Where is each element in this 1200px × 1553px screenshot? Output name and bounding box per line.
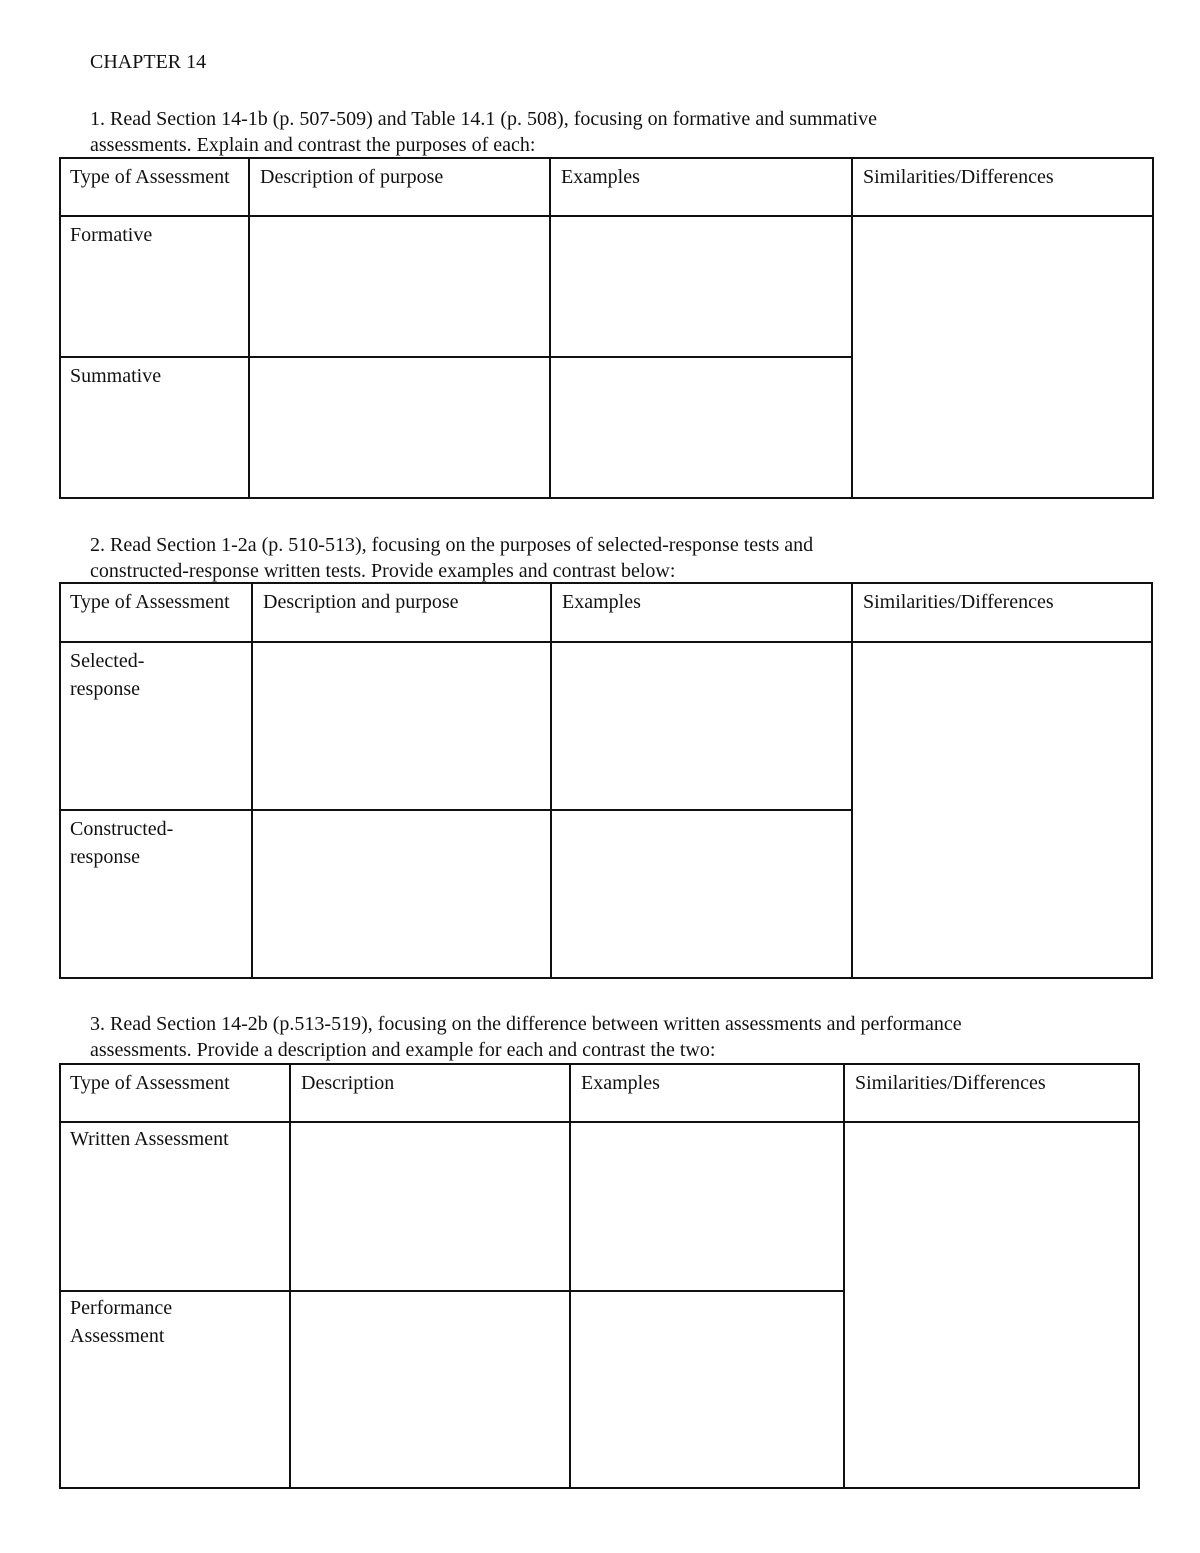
table-1-row-label-summative: Summative (70, 365, 162, 387)
question-1-prompt (60, 106, 1140, 158)
table-1-row-label-formative: Formative (70, 224, 153, 246)
table-2 (59, 582, 1153, 979)
table-2-header-description: Description and purpose (263, 591, 459, 613)
table-1-header-type: Type of Assessment (70, 166, 230, 188)
table-3 (59, 1063, 1140, 1489)
chapter-title: CHAPTER 14 (90, 51, 207, 73)
question-3-line-2: assessments. Provide a description and example for each and contrast the two: (90, 1039, 716, 1061)
question-3-prompt (60, 1011, 1140, 1063)
question-2-line-1: 2. Read Section 1-2a (p. 510-513), focusing on the purposes of selected-response tests and (90, 534, 814, 556)
table-3-header-type: Type of Assessment (70, 1072, 230, 1094)
question-1-line-2: assessments. Explain and contrast the purposes of each: (90, 134, 536, 156)
table-3-row-label-performance-assessment: Performance Assessment (70, 1297, 173, 1347)
question-3-line-1: 3. Read Section 14-2b (p.513-519), focusing on the difference between written assessments and performance (90, 1013, 962, 1035)
question-2-prompt (60, 532, 1140, 584)
table-3-header-description: Description (301, 1072, 395, 1094)
table-1-header-similarities: Similarities/Differences (863, 166, 1054, 188)
table-1 (59, 157, 1154, 499)
table-3-header-similarities: Similarities/Differences (855, 1072, 1046, 1094)
table-2-row-label-constructed-response: Constructed-response (70, 818, 174, 868)
question-1-line-1: 1. Read Section 14-1b (p. 507-509) and Table 14.1 (p. 508), focusing on formative and summative (90, 108, 877, 130)
table-3-row-label-written-assessment: Written Assessment (70, 1128, 229, 1150)
table-2-header-similarities: Similarities/Differences (863, 591, 1054, 613)
table-2-header-examples: Examples (562, 591, 641, 613)
table-1-header-description: Description of purpose (260, 166, 444, 188)
question-2-line-2: constructed-response written tests. Provide examples and contrast below: (90, 560, 676, 582)
table-2-row-label-selected-response: Selected-response (70, 650, 145, 700)
table-1-header-examples: Examples (561, 166, 640, 188)
table-3-header-examples: Examples (581, 1072, 660, 1094)
table-2-header-type: Type of Assessment (70, 591, 230, 613)
